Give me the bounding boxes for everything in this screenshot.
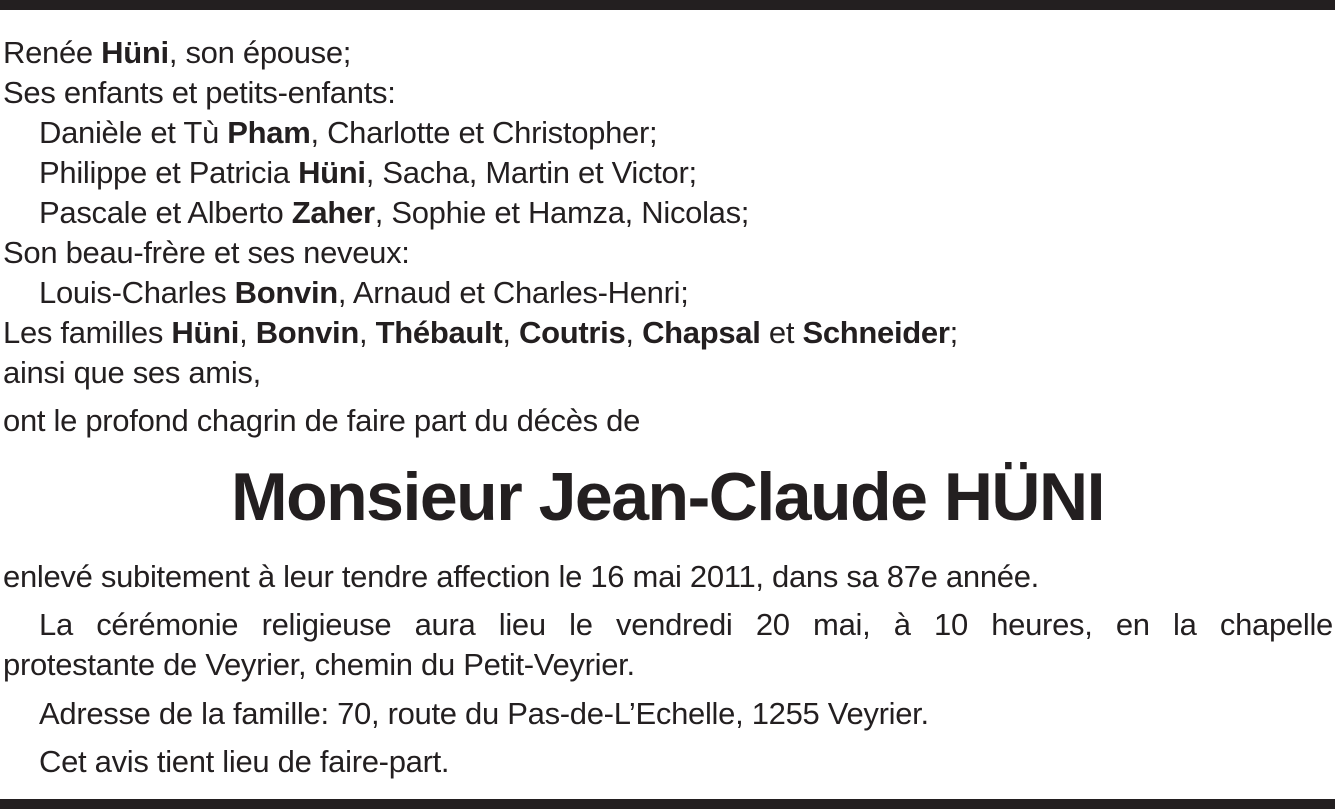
- surname: Zaher: [291, 195, 375, 230]
- notice-line: Cet avis tient lieu de faire-part.: [39, 744, 450, 779]
- spouse-line: Renée Hüni, son épouse;: [3, 35, 352, 70]
- ceremony-paragraph: [3, 605, 1333, 685]
- child-family-line: Pascale et Alberto Zaher, Sophie et Hamza, Nicolas;: [39, 195, 750, 230]
- surname: Coutris: [519, 315, 626, 350]
- surname: Hüni: [171, 315, 240, 350]
- bottom-border-rule: [0, 799, 1335, 809]
- friends-line: ainsi que ses amis,: [3, 355, 261, 390]
- family-address-line: Adresse de la famille: 70, route du Pas-de-L’Echelle, 1255 Veyrier.: [39, 696, 929, 731]
- surname: Hüni: [101, 35, 169, 70]
- announcement-line: ont le profond chagrin de faire part du décès de: [3, 403, 641, 438]
- surname: Pham: [227, 115, 311, 150]
- families-line: Les familles Hüni, Bonvin, Thébault, Coutris, Chapsal et Schneider;: [3, 315, 958, 350]
- top-border-rule: [0, 0, 1335, 10]
- child-family-line: Philippe et Patricia Hüni, Sacha, Martin et Victor;: [39, 155, 697, 190]
- surname: Thébault: [375, 315, 503, 350]
- death-details-line: enlevé subitement à leur tendre affection le 16 mai 2011, dans sa 87e année.: [3, 559, 1039, 594]
- surname: Hüni: [298, 155, 366, 190]
- nephew-line: Louis-Charles Bonvin, Arnaud et Charles-Henri;: [39, 275, 689, 310]
- deceased-name: Monsieur Jean-Claude HÜNI: [230, 459, 1105, 535]
- in-laws-heading: Son beau-frère et ses neveux:: [3, 235, 410, 270]
- child-family-line: Danièle et Tù Pham, Charlotte et Christopher;: [39, 115, 658, 150]
- ceremony-line-1: La cérémonie religieuse aura lieu le vendredi 20 mai, à 10 heures, en la chapelle: [39, 607, 1333, 642]
- surname: Chapsal: [642, 315, 761, 350]
- children-heading: Ses enfants et petits-enfants:: [3, 75, 396, 110]
- surname: Schneider: [802, 315, 950, 350]
- surname: Bonvin: [255, 315, 359, 350]
- surname: Bonvin: [234, 275, 338, 310]
- ceremony-line-2: protestante de Veyrier, chemin du Petit-Veyrier.: [3, 647, 635, 682]
